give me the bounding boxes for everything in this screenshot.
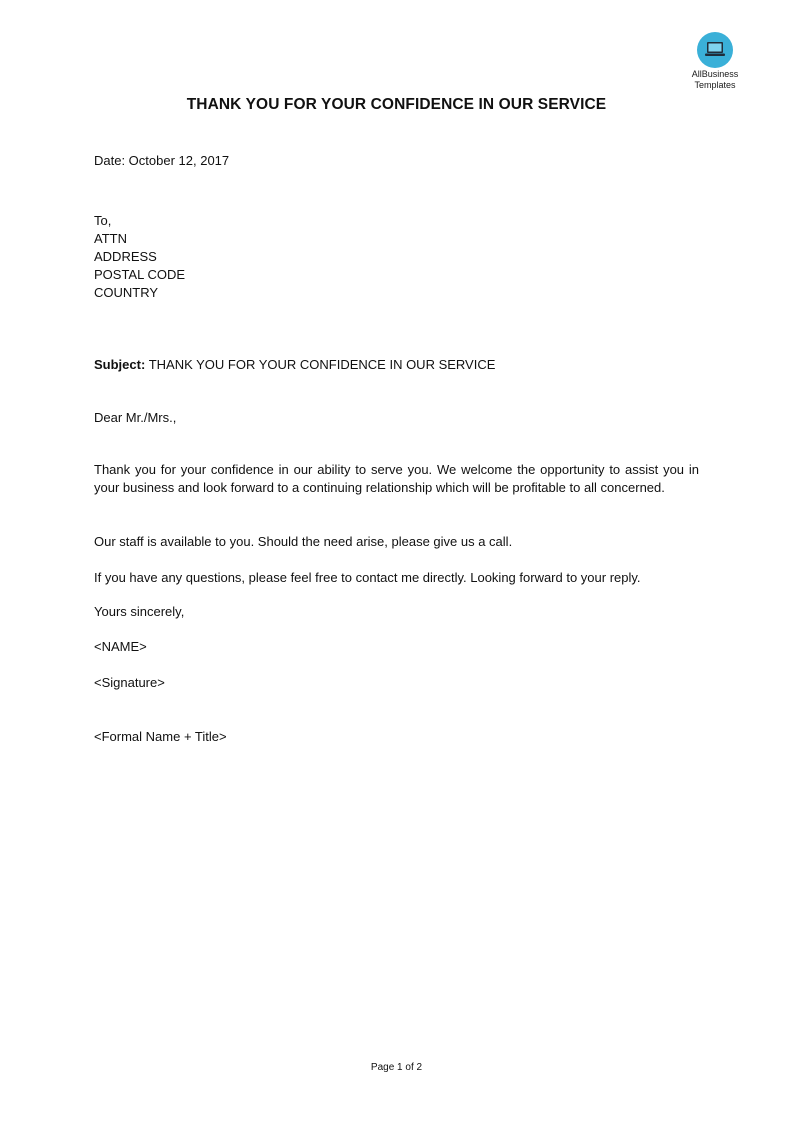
subject-label: Subject: [94,357,146,372]
date-line: Date: October 12, 2017 [94,153,230,168]
body-paragraph-1: Thank you for your confidence in our ability to serve you. We welcome the opportunity to assist you in your business and look forward to a continuing relationship which will be profitable to all concerned. [94,462,699,495]
recipient-address: ADDRESS [94,249,157,264]
recipient-attn: ATTN [94,231,127,246]
body-paragraph-3: If you have any questions, please feel free to contact me directly. Looking forward to your reply. [94,570,641,585]
recipient-to: To, [94,213,112,228]
allbusiness-logo [680,32,750,90]
document-title: THANK YOU FOR YOUR CONFIDENCE IN OUR SERVICE [186,96,607,113]
signature-placeholder: <Signature> [94,675,165,690]
logo-badge [697,32,733,68]
logo-text-line2: Templates [694,80,736,90]
page-footer: Page 1 of 2 [370,1062,423,1073]
name-placeholder: <NAME> [94,639,147,654]
body-paragraph-2: Our staff is available to you. Should the need arise, please give us a call. [94,534,513,549]
recipient-country: COUNTRY [94,285,159,300]
logo-text-line1: AllBusiness [691,69,739,79]
formal-name-placeholder: <Formal Name + Title> [94,729,227,744]
salutation: Dear Mr./Mrs., [94,410,177,425]
subject-text: THANK YOU FOR YOUR CONFIDENCE IN OUR SERVICE [148,357,496,372]
recipient-postal-code: POSTAL CODE [94,267,186,282]
subject-line [94,356,495,374]
laptop-icon [704,41,726,59]
closing: Yours sincerely, [94,604,185,619]
